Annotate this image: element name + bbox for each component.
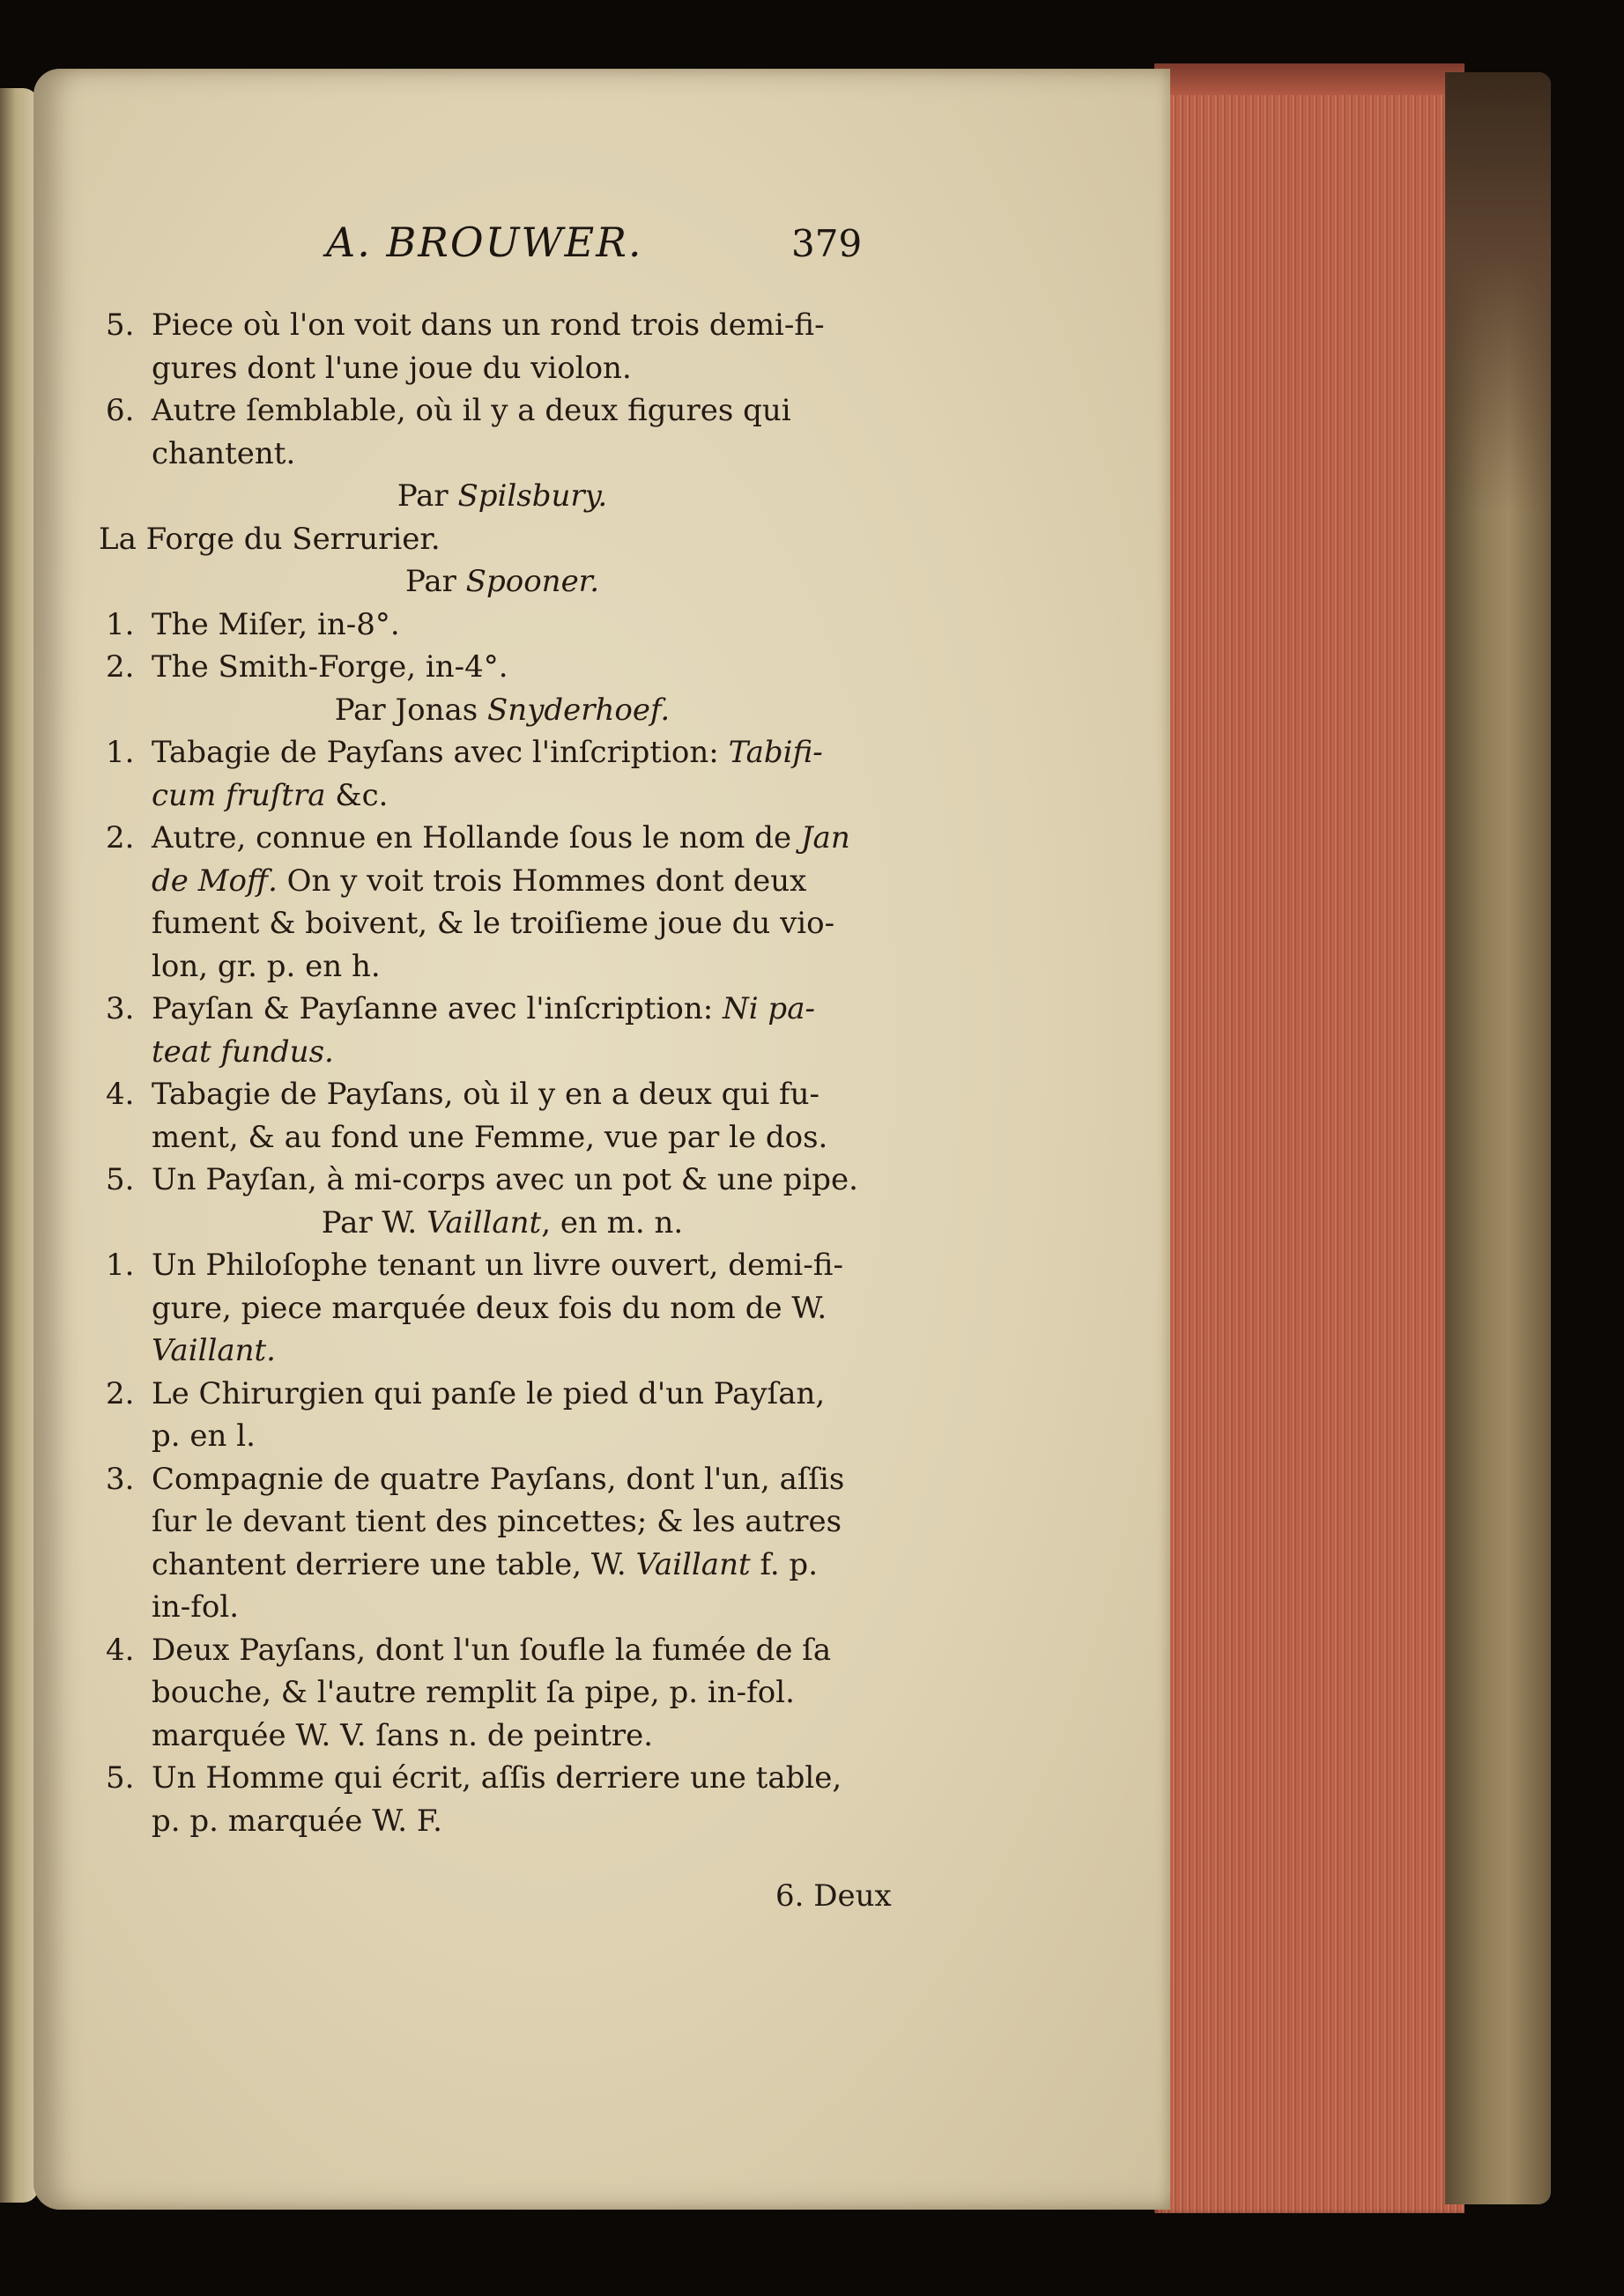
italic-text: Vaillant: [635, 1546, 751, 1582]
entry-text: The Smith-Forge, in-4°.: [152, 649, 508, 685]
running-head: A. BROUWER.: [326, 218, 643, 266]
entry-number: 1.: [106, 606, 135, 642]
italic-text: cum fruſtra: [152, 777, 326, 813]
entry-text: chantent.: [152, 435, 296, 471]
heading-prefix: Par: [397, 478, 458, 514]
entry-line: [106, 1500, 899, 1544]
entry-text: Compagnie de quatre Payſans, dont l'un, aſſis: [152, 1461, 845, 1497]
entry-text: Autre ſemblable, où il y a deux figures qui: [152, 393, 791, 428]
entry-line: [106, 1800, 899, 1843]
engraver-name: Spooner.: [465, 564, 600, 599]
entry-text: chantent derriere une table, W.: [152, 1546, 636, 1582]
entry-body: [152, 1800, 442, 1843]
entry-line: [106, 988, 899, 1031]
entry-text: gures dont l'une joue du violon.: [152, 350, 632, 386]
entry-number: 2.: [106, 649, 135, 685]
entry-number: 5.: [106, 1162, 135, 1197]
entry-line: [106, 1116, 899, 1159]
entry-line: [106, 1629, 899, 1672]
heading-prefix: Par W.: [321, 1204, 427, 1241]
book-cover-shadow: [1445, 72, 1551, 513]
entry-text: Tabagie de Payſans avec l'inſcription:: [152, 735, 729, 770]
entry-line: [99, 518, 899, 561]
entry-text: in-fol.: [152, 1589, 239, 1625]
entry-text: Tabagie de Payſans, où il y en a deux qui fu-: [152, 1077, 819, 1112]
entry-line: [106, 1159, 899, 1202]
entry-number: 2.: [106, 820, 135, 855]
entry-body: [152, 646, 508, 689]
entry-line: [106, 1373, 899, 1416]
entry-line: [106, 817, 899, 860]
entry-body: [152, 1116, 827, 1159]
entry-line: [106, 1415, 899, 1458]
entry-text: fument & boivent, & le troiſieme joue du vio-: [152, 906, 835, 941]
entry-line: [106, 304, 899, 347]
entry-text: ſur le devant tient des pincettes; & les autres: [152, 1504, 842, 1539]
italic-text: teat fundus.: [152, 1033, 334, 1070]
entry-line: [106, 1031, 899, 1074]
entry-body: [152, 1073, 819, 1116]
entry-number: 3.: [106, 991, 135, 1026]
entry-line: [106, 1244, 899, 1287]
entry-body: [152, 1415, 256, 1458]
entry-number: 6.: [106, 393, 135, 428]
text-block: [99, 304, 899, 1842]
entry-line: [106, 604, 899, 647]
entry-text: lon, gr. p. en h.: [152, 948, 381, 984]
entry-line: [106, 1287, 899, 1330]
heading-prefix: Par Jonas: [334, 692, 487, 728]
entry-line: [106, 433, 899, 476]
entry-body: [152, 433, 295, 476]
entry-body: [152, 1586, 239, 1629]
entry-line: [106, 646, 899, 689]
entry-text: Un Homme qui écrit, aſſis derriere une table,: [152, 1760, 842, 1796]
catchword: 6. Deux: [775, 1878, 892, 1914]
heading-prefix: Par: [404, 564, 466, 599]
section-heading: [106, 475, 899, 518]
entry-body: [152, 817, 850, 860]
entry-text: The Miſer, in-8°.: [152, 606, 400, 642]
entry-number: 4.: [106, 1632, 135, 1668]
entry-number: 1.: [106, 1248, 135, 1283]
entry-text: gure, piece marquée deux fois du nom de W.: [152, 1290, 827, 1326]
page-edges-red: [1154, 63, 1465, 2213]
entry-text: p. en l.: [152, 1418, 256, 1454]
entry-line: [106, 774, 899, 818]
entry-line: [106, 1671, 899, 1715]
entry-body: [152, 731, 823, 774]
entry-body: [152, 945, 381, 989]
entry-text: bouche, & l'autre remplit ſa pipe, p. in-fol.: [152, 1675, 795, 1710]
entry-line: [106, 1586, 899, 1629]
entry-number: 3.: [106, 1461, 135, 1497]
entry-text: &c.: [325, 777, 389, 813]
entry-body: [152, 1287, 827, 1330]
section-heading: [106, 689, 899, 732]
italic-text: Ni pa-: [723, 991, 815, 1026]
entry-body: [152, 1715, 653, 1758]
entry-number: 5.: [106, 1760, 135, 1796]
page-number: 379: [791, 222, 863, 265]
section-heading: [106, 1202, 899, 1245]
entry-line: [106, 1458, 899, 1501]
entry-body: [152, 1244, 843, 1287]
entry-body: [152, 347, 632, 390]
engraver-name: Snyderhoef.: [487, 692, 671, 728]
italic-text: Tabifi-: [728, 735, 823, 770]
entry-body: [152, 988, 815, 1031]
entry-line: [106, 1329, 899, 1373]
entry-body: [152, 389, 791, 433]
entry-line: [106, 1715, 899, 1758]
entry-body: [152, 1458, 844, 1501]
entry-text: On y voit trois Hommes dont deux: [277, 863, 807, 899]
entry-text: p. p. marquée W. F.: [152, 1803, 442, 1839]
engraver-name: Vaillant: [426, 1204, 542, 1241]
entry-body: [152, 1031, 334, 1074]
entry-number: 4.: [106, 1077, 135, 1112]
entry-body: [152, 1500, 842, 1544]
entry-body: [152, 902, 834, 945]
italic-text: Jan: [800, 820, 850, 855]
entry-line: [106, 1757, 899, 1800]
entry-body: [152, 774, 388, 818]
entry-number: 2.: [106, 1375, 135, 1411]
entry-number: 1.: [106, 735, 135, 770]
entry-text: Autre, connue en Hollande ſous le nom de: [152, 820, 801, 855]
entry-text: f. p.: [750, 1546, 819, 1582]
entry-line: [106, 731, 899, 774]
entry-line: [106, 945, 899, 989]
entry-text: Le Chirurgien qui panſe le pied d'un Payſan,: [152, 1375, 826, 1411]
entry-text: Un Philoſophe tenant un livre ouvert, demi-fi-: [152, 1248, 843, 1283]
entry-body: [152, 1629, 831, 1672]
entry-line: [106, 902, 899, 945]
entry-body: [152, 1757, 842, 1800]
section-heading: [106, 560, 899, 604]
entry-text: Piece où l'on voit dans un rond trois demi-fi-: [152, 307, 825, 343]
heading-suffix: , en m. n.: [541, 1204, 684, 1241]
entry-number: 5.: [106, 307, 135, 343]
entry-body: [152, 860, 806, 903]
entry-body: [152, 1544, 818, 1587]
entry-body: [152, 304, 825, 347]
entry-line: [106, 347, 899, 390]
entry-body: [152, 1373, 825, 1416]
entry-body: [152, 1329, 276, 1373]
entry-text: Payſan & Payſanne avec l'inſcription:: [152, 991, 723, 1026]
entry-line: [106, 860, 899, 903]
engraver-name: Spilsbury.: [457, 478, 608, 514]
entry-text: ment, & au fond une Femme, vue par le dos.: [152, 1119, 828, 1155]
entry-text: Deux Payſans, dont l'un ſoufle la fumée de ſa: [152, 1632, 832, 1668]
entry-text: La Forge du Serrurier.: [99, 521, 441, 557]
entry-line: [106, 1544, 899, 1587]
italic-text: Vaillant.: [152, 1333, 276, 1368]
page-edges-top-shadow: [1154, 63, 1465, 95]
entry-text: Un Payſan, à mi-corps avec un pot & une pipe.: [152, 1162, 858, 1197]
italic-text: de Moff.: [152, 863, 278, 899]
entry-text: marquée W. V. ſans n. de peintre.: [152, 1717, 654, 1753]
entry-body: [152, 1159, 858, 1202]
entry-line: [106, 1073, 899, 1116]
entry-body: [152, 1671, 795, 1715]
entry-line: [106, 389, 899, 433]
entry-body: [152, 604, 400, 647]
